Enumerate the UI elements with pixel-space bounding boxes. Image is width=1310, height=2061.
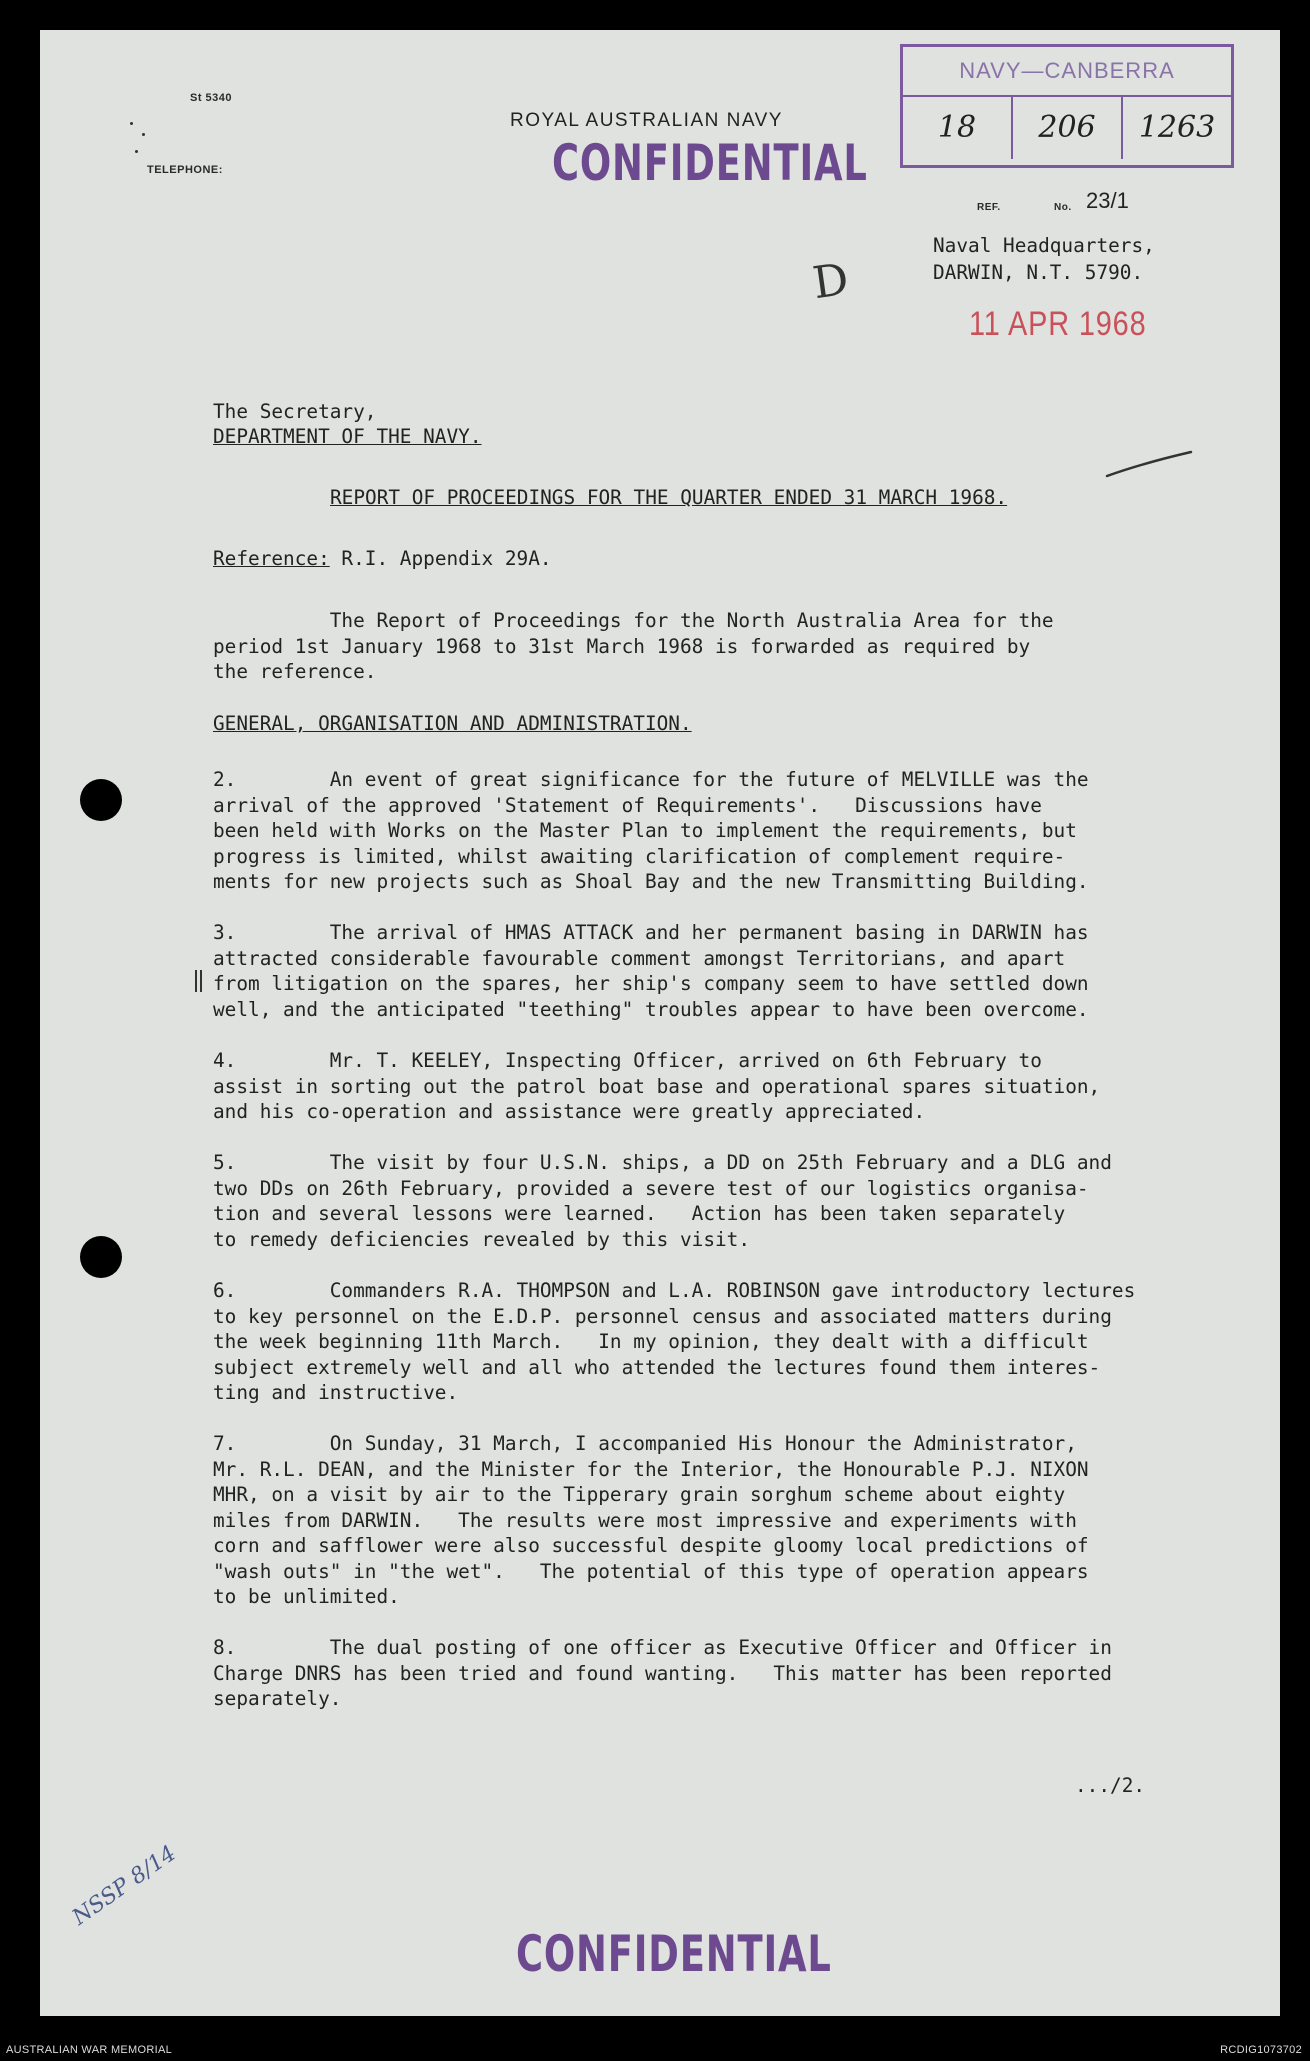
reference-line [213,547,552,570]
text-line: 8. The dual posting of one officer as Executive Officer and Officer in [213,1636,1112,1659]
text-line: to remedy deficiencies revealed by this visit. [213,1227,751,1251]
ref-number: 23/1 [1086,188,1129,213]
org-title: ROYAL AUSTRALIAN NAVY [510,110,783,131]
text-line: 2. An event of great significance for the future of MELVILLE was the [213,768,1089,791]
handwritten-mark: D [809,253,852,310]
intro-paragraph [213,608,1203,685]
form-code: St 5340 [190,92,233,104]
punch-hole [80,1236,122,1278]
text-line: separately. [213,1687,342,1710]
text-line: to key personnel on the E.D.P. personnel census and associated matters during [213,1304,1112,1328]
text-line: 7. On Sunday, 31 March, I accompanied His Honour the Administrator, [213,1432,1077,1455]
date-received-stamp: 11 APR 1968 [969,305,1147,343]
text-line: The Report of Proceedings for the North Australia Area for the [213,609,1054,632]
text-line: 6. Commanders R.A. THOMPSON and L.A. ROBINSON gave introductory lectures [213,1279,1136,1302]
registry-cell: 1263 [1138,110,1216,145]
punch-hole [80,779,122,821]
addressee-line-1: The Secretary, [213,400,377,423]
text-line: 3. The arrival of HMAS ATTACK and her permanent basing in DARWIN has [213,921,1089,944]
text-line: tion and several lessons were learned. Action has been taken separately [213,1202,1066,1225]
margin-mark [200,970,202,992]
paragraph-7 [213,1431,1203,1610]
text-line: from litigation on the spares, her ship's company seem to have settled down [213,972,1089,995]
text-line: and his co-operation and assistance were greatly appreciated. [213,1100,926,1123]
text-line: the reference. [213,660,377,683]
speck [135,150,138,153]
text-line: attracted considerable favourable comment amongst Territorians, and apart [213,946,1066,970]
paragraph-4 [213,1048,1203,1125]
text-line: two DDs on 26th February, provided a severe test of our logistics organisa- [213,1176,1089,1200]
reference-label: Reference: [213,547,330,570]
text-line: the week beginning 11th March. In my opinion, they dealt with a difficult [213,1330,1089,1353]
address-line-2: DARWIN, N.T. 5790. [933,261,1144,284]
text-line: Mr. R.L. DEAN, and the Minister for the Interior, the Honourable P.J. NIXON [213,1457,1089,1481]
text-line: Charge DNRS has been tried and found wanting. This matter has been reported [213,1661,1112,1685]
text-line: miles from DARWIN. The results were most impressive and experiments with [213,1508,1077,1532]
text-line: to be unlimited. [213,1585,400,1608]
text-line: well, and the anticipated "teething" troubles appear to have been overcome. [213,997,1089,1021]
paragraph-5 [213,1150,1203,1252]
footer-right: RCDIG1073702 [1220,2044,1302,2056]
subject-line: REPORT OF PROCEEDINGS FOR THE QUARTER ENDED 31 MARCH 1968. [330,486,1008,509]
registry-cell: 18 [903,97,1013,159]
registry-stamp-title: NAVY—CANBERRA [903,47,1231,97]
speck [142,133,145,136]
pen-stroke-mark [1105,450,1195,480]
text-line: corn and safflower were also successful despite gloomy local predictions of [213,1534,1089,1557]
text-line: 4. Mr. T. KEELEY, Inspecting Officer, arrived on 6th February to [213,1049,1042,1072]
continuation-marker: .../2. [1075,1774,1146,1797]
no-label: No. [1054,202,1072,213]
text-line: ting and instructive. [213,1381,459,1404]
reference-text: R.I. Appendix 29A. [329,547,552,570]
footer-left: AUSTRALIAN WAR MEMORIAL [6,2044,173,2056]
addressee-line-2: DEPARTMENT OF THE NAVY. [213,425,482,448]
confidential-stamp-top: CONFIDENTIAL [552,134,868,192]
text-line: assist in sorting out the patrol boat base and operational spares situation, [213,1074,1101,1098]
document-page [40,30,1280,2016]
text-line: 5. The visit by four U.S.N. ships, a DD on 25th February and a DLG and [213,1151,1112,1174]
paragraph-6 [213,1278,1203,1406]
speck [130,122,133,125]
registry-stamp [900,44,1234,168]
address-line-1: Naval Headquarters, [933,234,1155,257]
registry-cell: 206 [1013,97,1123,159]
telephone-label: TELEPHONE: [147,164,223,176]
text-line: "wash outs" in "the wet". The potential of this type of operation appears [213,1559,1089,1583]
text-line: period 1st January 1968 to 31st March 1968 is forwarded as required by [213,634,1031,658]
text-line: subject extremely well and all who attended the lectures found them interes- [213,1355,1101,1379]
text-line: progress is limited, whilst awaiting clarification of complement require- [213,844,1066,868]
confidential-stamp-bottom: CONFIDENTIAL [516,1925,832,1983]
paragraph-2 [213,767,1203,895]
text-line: been held with Works on the Master Plan to implement the requirements, but [213,819,1077,842]
text-line: arrival of the approved 'Statement of Requirements'. Discussions have [213,793,1042,817]
text-line: ments for new projects such as Shoal Bay and the new Transmitting Building. [213,870,1089,893]
text-line: MHR, on a visit by air to the Tipperary grain sorghum scheme about eighty [213,1483,1066,1506]
paragraph-3 [213,920,1203,1022]
handwritten-file-note: NSSP 8/14 [68,1841,181,1931]
section-heading: GENERAL, ORGANISATION AND ADMINISTRATION. [213,712,692,735]
paragraph-8 [213,1635,1203,1712]
margin-mark [195,970,197,992]
ref-label: REF. [977,202,1001,213]
